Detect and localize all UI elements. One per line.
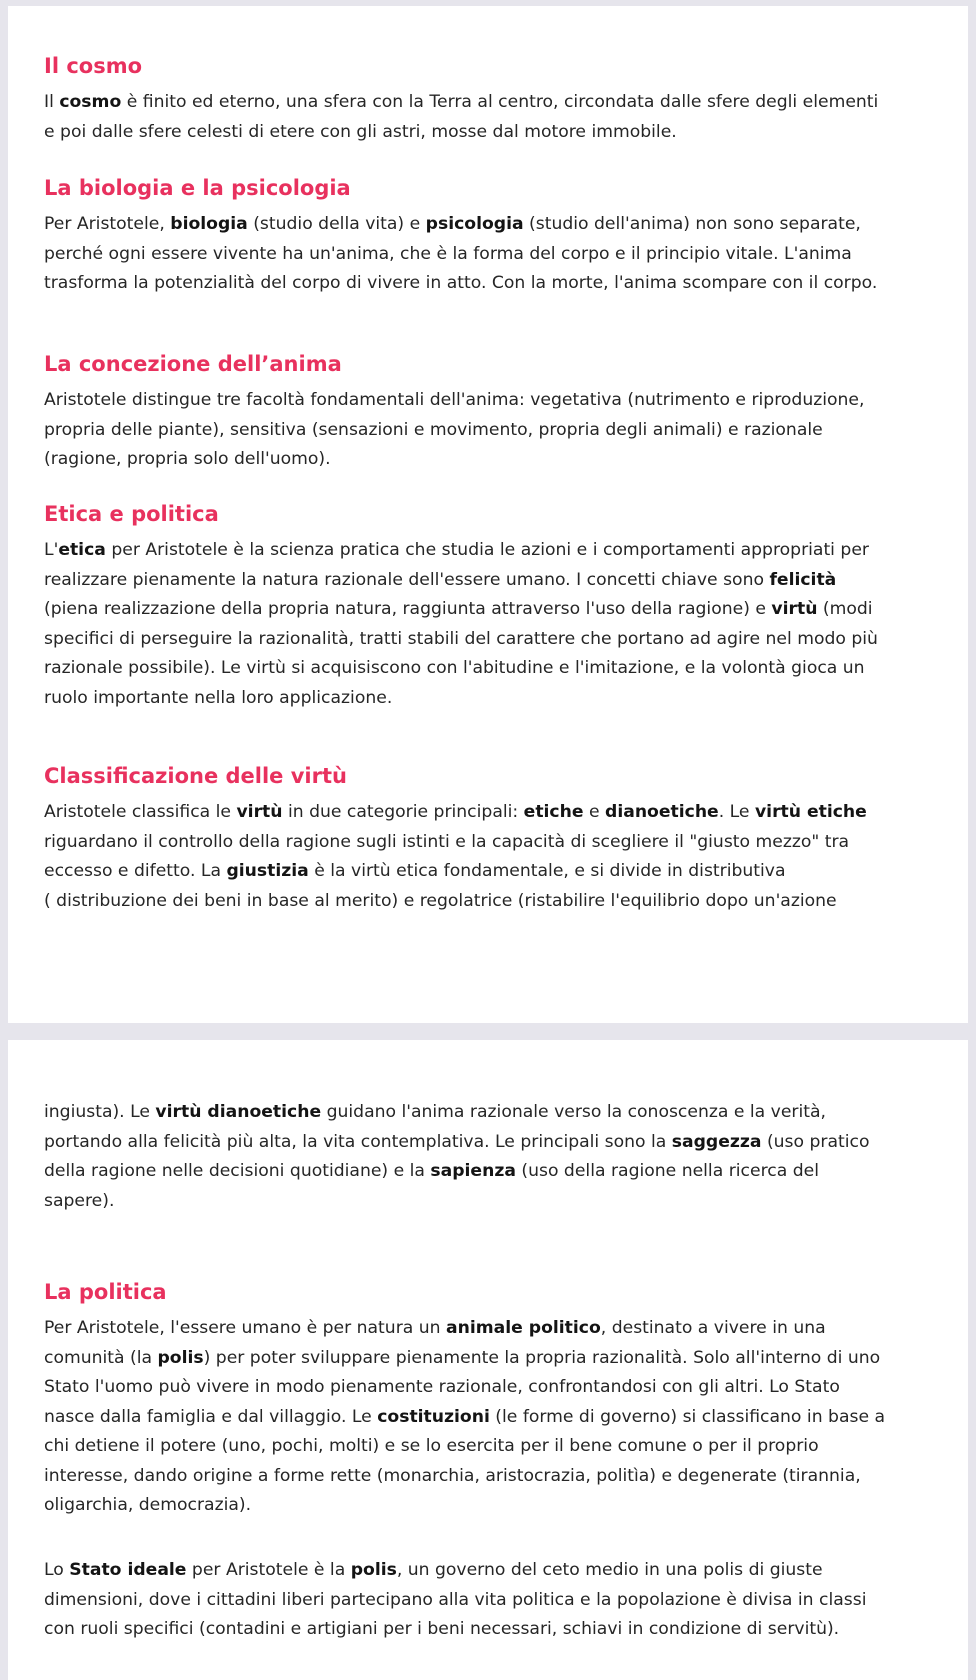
paragraph-biologia — [44, 210, 934, 299]
bold-term: etiche — [523, 802, 584, 822]
bold-term: biologia — [170, 214, 248, 234]
heading-cosmo: Il cosmo — [44, 54, 143, 78]
bold-term: costituzioni — [377, 1406, 490, 1427]
text-run: (uso della ragione nella ricerca del sapere). — [44, 1161, 819, 1211]
bold-term: polis — [350, 1560, 397, 1580]
text-run: Lo — [44, 1560, 70, 1580]
bold-term: dianoetiche — [605, 802, 719, 822]
paragraph-virtu — [44, 798, 934, 916]
bold-term: psicologia — [425, 214, 524, 234]
heading-virtu: Classificazione delle virtù — [44, 764, 347, 788]
bold-term: saggezza — [671, 1131, 762, 1152]
text-run: (le forme di governo) si classificano in base a chi detiene il potere (uno, pochi, molti) e se lo esercita per il bene comune o per il proprio interesse, dando origine a forme rette (monarchia, aristocrazia, politìa) e degenerate (tirannia, oligarchia, democrazia). — [44, 1406, 886, 1515]
text-run: guidano l'anima razionale verso la conoscenza e la verità, portando alla felicità più alta, la vita contemplativa. Le principali sono la — [44, 1102, 826, 1152]
text-run: (studio dell'anima) non sono separate, perché ogni essere vivente ha un'anima, che è la forma del corpo e il principio vitale. L'anima trasforma la potenzialità del corpo di vivere in atto. Con la morte, l'anima scompare con il corpo. — [44, 214, 878, 293]
text-run: (uso pratico della ragione nelle decisioni quotidiane) e la — [44, 1131, 870, 1181]
text-run: in due categorie principali: — [282, 802, 524, 822]
paragraph-cosmo — [44, 88, 934, 147]
text-run: Aristotele distingue tre facoltà fondamentali dell'anima: vegetativa (nutrimento e riproduzione, propria delle piante), sensitiva (sensazioni e movimento, propria degli animali) e razionale (ragione, propria solo dell'uomo). — [44, 390, 865, 469]
text-run: e — [583, 802, 606, 822]
text-run: (studio della vita) e — [247, 214, 426, 234]
text-run: è finito ed eterno, una sfera con la Terra al centro, circondata dalle sfere degli elementi e poi dalle sfere celesti di etere con gli astri, mosse dal motore immobile. — [44, 92, 879, 142]
bold-term: cosmo — [59, 92, 122, 112]
text-run: ) per poter sviluppare pienamente la propria razionalità. Solo all'interno di uno Stato l'uomo può vivere in modo pienamente razionale, confrontandosi con gli altri. Lo Stato nasce dalla famiglia e dal villaggio. Le — [44, 1347, 881, 1427]
text-run: per Aristotele è la scienza pratica che studia le azioni e i comportamenti appropriati per realizzare pienamente la natura razionale dell'essere umano. I concetti chiave sono — [44, 540, 869, 590]
bold-term: virtù dianoetiche — [155, 1102, 322, 1122]
text-run: . Le — [718, 802, 755, 822]
paragraph-anima — [44, 386, 934, 475]
heading-anima: La concezione dell’anima — [44, 352, 342, 376]
bold-term: giustizia — [226, 861, 309, 881]
text-run: per Aristotele è la — [186, 1560, 351, 1580]
text-run: , un governo del ceto medio in una polis di giuste dimensioni, dove i cittadini liberi partecipano alla vita politica e la popolazione è divisa in classi con ruoli specifici (contadini e artigiani per i beni necessari, schiavi in condizione di servitù). — [44, 1560, 867, 1639]
document-page-1 — [8, 6, 968, 1023]
text-run: è la virtù etica fondamentale, e si divide in distributiva ( distribuzione dei beni in base al merito) e regolatrice (ristabilire l'equilibrio dopo un'azione — [44, 861, 837, 911]
bold-term: felicità — [769, 569, 837, 590]
paragraph-etica — [44, 536, 934, 713]
text-run: ingiusta). Le — [44, 1102, 156, 1122]
paragraph-virtu-continued — [44, 1098, 934, 1216]
text-run: Aristotele classifica le — [44, 802, 237, 822]
text-run: L' — [44, 540, 59, 560]
bold-term: Stato ideale — [69, 1560, 187, 1580]
text-run: Il — [44, 92, 60, 112]
bold-term: virtù etiche — [754, 802, 867, 822]
bold-term: sapienza — [430, 1161, 516, 1181]
bold-term: virtù — [771, 599, 818, 619]
heading-etica: Etica e politica — [44, 502, 219, 526]
bold-term: polis — [157, 1347, 204, 1368]
bold-term: animale politico — [446, 1318, 601, 1338]
text-run: (modi specifici di perseguire la razionalità, tratti stabili del carattere che portano ad agire nel modo più razionale possibile). Le virtù si acquisiscono con l'abitudine e l'imitazione, e la volontà gioca un ruolo importante nella loro applicazione. — [44, 599, 878, 708]
heading-biologia: La biologia e la psicologia — [44, 176, 351, 200]
text-run: (piena realizzazione della propria natura, raggiunta attraverso l'uso della ragione) e — [44, 599, 766, 619]
text-run: , destinato a vivere in una comunità (la — [44, 1318, 826, 1368]
text-run: riguardano il controllo della ragione sugli istinti e la capacità di scegliere il "giusto mezzo" tra eccesso e difetto. La — [44, 831, 850, 881]
heading-politica: La politica — [44, 1280, 167, 1304]
bold-term: virtù — [236, 802, 283, 822]
document-page-2 — [8, 1040, 968, 1680]
bold-term: etica — [58, 540, 106, 560]
text-run: Per Aristotele, l'essere umano è per natura un — [44, 1318, 447, 1338]
paragraph-politica — [44, 1314, 934, 1521]
paragraph-stato-ideale — [44, 1556, 934, 1645]
text-run: Per Aristotele, — [44, 214, 171, 234]
